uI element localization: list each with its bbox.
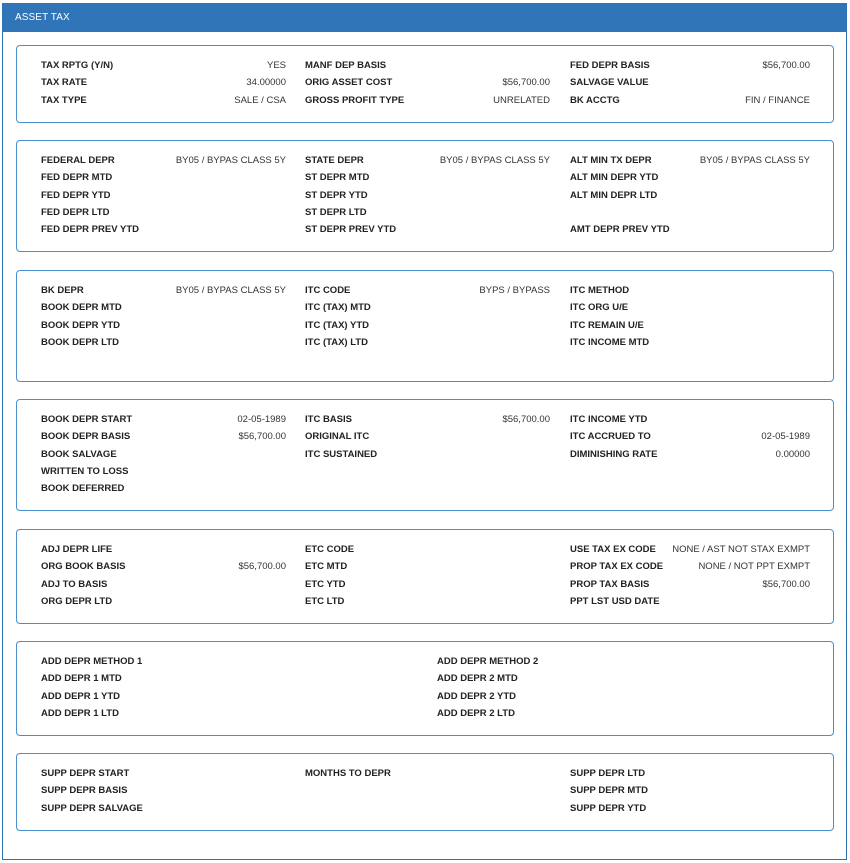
field-label: BOOK DEPR MTD [41,302,122,314]
field-column [41,57,286,109]
field-column [41,765,286,817]
field-label: GROSS PROFIT TYPE [305,94,405,106]
field-label: SUPP DEPR MTD [570,785,648,797]
field-st-depr-mtd [305,169,550,186]
field-itc-tax-ytd [305,317,550,334]
field-panel-6 [16,641,834,736]
field-add-depr-2-ltd [437,705,810,722]
field-empty [570,204,810,221]
field-supp-depr-basis [41,782,286,799]
field-column [570,541,810,610]
field-label: ADD DEPR 1 LTD [41,707,119,719]
field-label: BOOK DEPR LTD [41,336,119,348]
field-itc-tax-mtd [305,299,550,316]
field-label: TAX RPTG (Y/N) [41,60,114,71]
field-label: ETC MTD [305,561,348,573]
field-add-depr-method-2 [437,653,810,670]
field-panel-1 [16,45,834,123]
field-label: FEDERAL DEPR [41,155,115,166]
field-label: BOOK SALVAGE [41,448,117,460]
field-itc-income-ytd [570,411,810,428]
field-label: ADD DEPR METHOD 2 [437,656,539,667]
field-label: TAX RATE [41,77,88,89]
field-supp-depr-ytd [570,800,810,817]
field-label: ETC CODE [305,544,355,555]
field-book-depr-ytd [41,317,286,334]
field-tax-rate [41,74,286,91]
field-panel-3 [16,270,834,382]
field-label: ITC INCOME YTD [570,414,648,425]
field-label: PROP TAX BASIS [570,578,650,590]
field-bk-acctg [570,92,810,109]
field-label: SUPP DEPR YTD [570,802,647,814]
field-panel-2 [16,140,834,252]
field-panel-4 [16,399,834,511]
field-add-depr-2-ytd [437,688,810,705]
field-label: STATE DEPR [305,155,364,166]
field-label: FED DEPR BASIS [570,60,650,71]
field-value: 34.00000 [246,77,286,89]
field-org-depr-ltd [41,593,286,610]
field-value: 0.00000 [775,448,810,460]
field-label: SUPP DEPR START [41,768,130,779]
section-title: ASSET TAX [15,12,70,23]
field-fed-depr-basis [570,57,810,74]
field-value: YES [266,60,286,71]
field-label: ADJ DEPR LIFE [41,544,113,555]
field-column [570,282,810,351]
field-label: BOOK DEPR START [41,414,133,425]
field-column [41,282,286,351]
field-label: SALVAGE VALUE [570,77,649,89]
field-supp-depr-salvage [41,800,286,817]
field-label: ITC BASIS [305,414,352,425]
field-label: ITC (TAX) YTD [305,319,370,331]
field-value: BY05 / BYPAS CLASS 5Y [439,155,550,166]
field-etc-code [305,541,550,558]
field-label: BK DEPR [41,285,84,296]
field-itc-basis [305,411,550,428]
field-label: MANF DEP BASIS [305,60,387,71]
field-label: WRITTEN TO LOSS [41,465,129,477]
field-column [41,653,417,722]
field-label: TAX TYPE [41,94,87,106]
field-prop-tax-basis [570,576,810,593]
field-salvage-value [570,74,810,91]
field-itc-sustained [305,446,550,463]
field-fed-depr-mtd [41,169,286,186]
field-label: ST DEPR LTD [305,206,367,218]
field-fed-depr-ytd [41,187,286,204]
field-value: $56,700.00 [502,414,550,425]
field-label: PROP TAX EX CODE [570,561,664,573]
field-itc-income-mtd [570,334,810,351]
field-column [437,653,810,722]
field-value: 02-05-1989 [761,431,810,443]
field-label: BK ACCTG [570,94,620,106]
field-value: $56,700.00 [762,60,810,71]
field-column [570,765,810,817]
field-label: PPT LST USD DATE [570,595,660,607]
field-st-depr-ytd [305,187,550,204]
field-label: ITC CODE [305,285,351,296]
field-value: NONE / AST NOT STAX EXMPT [672,544,810,555]
field-bk-depr [41,282,286,299]
field-ppt-lst-usd-date [570,593,810,610]
field-label: FED DEPR YTD [41,189,111,201]
field-itc-method [570,282,810,299]
field-gross-profit-type [305,92,550,109]
field-st-depr-prev-ytd [305,221,550,238]
field-use-tax-ex-code [570,541,810,558]
field-original-itc [305,428,550,445]
field-label: ITC ACCRUED TO [570,431,651,443]
field-written-to-loss [41,463,286,480]
field-label: ORIG ASSET COST [305,77,393,89]
field-label: ADD DEPR 2 YTD [437,690,517,702]
field-column [305,411,550,463]
field-label: MONTHS TO DEPR [305,768,391,779]
field-value: NONE / NOT PPT EXMPT [698,561,810,573]
field-value: SALE / CSA [234,94,286,106]
field-column [305,57,550,109]
field-state-depr [305,152,550,169]
field-label: ALT MIN DEPR LTD [570,189,658,201]
field-alt-min-depr-ytd [570,169,810,186]
field-value: BYPS / BYPASS [479,285,550,296]
field-supp-depr-ltd [570,765,810,782]
field-column [305,282,550,351]
field-value: $56,700.00 [238,561,286,573]
field-etc-ltd [305,593,550,610]
field-label: AMT DEPR PREV YTD [570,224,670,236]
field-column [305,541,550,610]
field-label: DIMINISHING RATE [570,448,658,460]
field-book-depr-mtd [41,299,286,316]
field-label: ST DEPR MTD [305,172,370,184]
field-book-depr-start [41,411,286,428]
field-label: ADD DEPR 1 MTD [41,673,122,685]
field-label: ITC (TAX) LTD [305,336,368,348]
field-label: ORIGINAL ITC [305,431,370,443]
field-tax-type [41,92,286,109]
field-label: ITC SUSTAINED [305,448,378,460]
field-tax-rptg-y-n [41,57,286,74]
field-add-depr-1-ytd [41,688,417,705]
field-column [41,541,286,610]
field-label: ITC (TAX) MTD [305,302,371,314]
field-itc-org-u-e [570,299,810,316]
field-alt-min-depr-ltd [570,187,810,204]
field-label: ETC YTD [305,578,346,590]
field-label: ALT MIN TX DEPR [570,155,652,166]
field-label: ETC LTD [305,595,345,607]
field-label: ADJ TO BASIS [41,578,108,590]
field-label: ADD DEPR 2 LTD [437,707,515,719]
field-etc-mtd [305,558,550,575]
field-amt-depr-prev-ytd [570,221,810,238]
field-org-book-basis [41,558,286,575]
field-book-deferred [41,480,286,497]
field-alt-min-tx-depr [570,152,810,169]
field-etc-ytd [305,576,550,593]
field-book-depr-ltd [41,334,286,351]
section-header [3,4,846,32]
field-itc-code [305,282,550,299]
field-value: 02-05-1989 [237,414,286,425]
field-adj-depr-life [41,541,286,558]
field-itc-remain-u-e [570,317,810,334]
field-value: FIN / FINANCE [745,94,810,106]
field-manf-dep-basis [305,57,550,74]
field-label: ORG DEPR LTD [41,595,113,607]
asset-tax-container [2,3,847,860]
field-label: SUPP DEPR BASIS [41,785,128,797]
field-label: ORG BOOK BASIS [41,561,126,573]
field-label: BOOK DEPR YTD [41,319,121,331]
field-value: BY05 / BYPAS CLASS 5Y [175,285,286,296]
field-label: ITC METHOD [570,285,630,296]
field-panel-7 [16,753,834,831]
field-label: BOOK DEFERRED [41,483,125,495]
field-prop-tax-ex-code [570,558,810,575]
field-fed-depr-ltd [41,204,286,221]
field-label: SUPP DEPR LTD [570,768,646,779]
field-label: ADD DEPR 2 MTD [437,673,518,685]
field-label: ITC ORG U/E [570,302,629,314]
field-value: BY05 / BYPAS CLASS 5Y [699,155,810,166]
field-federal-depr [41,152,286,169]
field-add-depr-method-1 [41,653,417,670]
field-add-depr-1-ltd [41,705,417,722]
field-value: $56,700.00 [238,431,286,443]
field-label: ITC INCOME MTD [570,336,650,348]
field-st-depr-ltd [305,204,550,221]
field-label: FED DEPR PREV YTD [41,224,140,236]
field-label: BOOK DEPR BASIS [41,431,131,443]
field-itc-tax-ltd [305,334,550,351]
field-label: FED DEPR LTD [41,206,110,218]
field-label: ADD DEPR METHOD 1 [41,656,143,667]
field-value: BY05 / BYPAS CLASS 5Y [175,155,286,166]
field-add-depr-1-mtd [41,670,417,687]
field-column [570,57,810,109]
field-supp-depr-mtd [570,782,810,799]
field-column [41,411,286,497]
field-book-salvage [41,446,286,463]
field-column [570,411,810,463]
field-column [305,765,550,782]
field-itc-accrued-to [570,428,810,445]
field-label: ALT MIN DEPR YTD [570,172,659,184]
field-fed-depr-prev-ytd [41,221,286,238]
field-panel-5 [16,529,834,624]
field-label: ST DEPR YTD [305,189,368,201]
field-diminishing-rate [570,446,810,463]
field-add-depr-2-mtd [437,670,810,687]
field-supp-depr-start [41,765,286,782]
field-adj-to-basis [41,576,286,593]
field-months-to-depr [305,765,550,782]
field-label: ADD DEPR 1 YTD [41,690,121,702]
field-orig-asset-cost [305,74,550,91]
field-value: $56,700.00 [762,578,810,590]
field-column [570,152,810,238]
field-book-depr-basis [41,428,286,445]
field-label: ITC REMAIN U/E [570,319,644,331]
field-label: FED DEPR MTD [41,172,113,184]
field-value: $56,700.00 [502,77,550,89]
field-label: SUPP DEPR SALVAGE [41,802,143,814]
field-column [41,152,286,238]
field-value: UNRELATED [493,94,550,106]
field-label: USE TAX EX CODE [570,544,656,555]
field-column [305,152,550,238]
field-label: ST DEPR PREV YTD [305,224,397,236]
